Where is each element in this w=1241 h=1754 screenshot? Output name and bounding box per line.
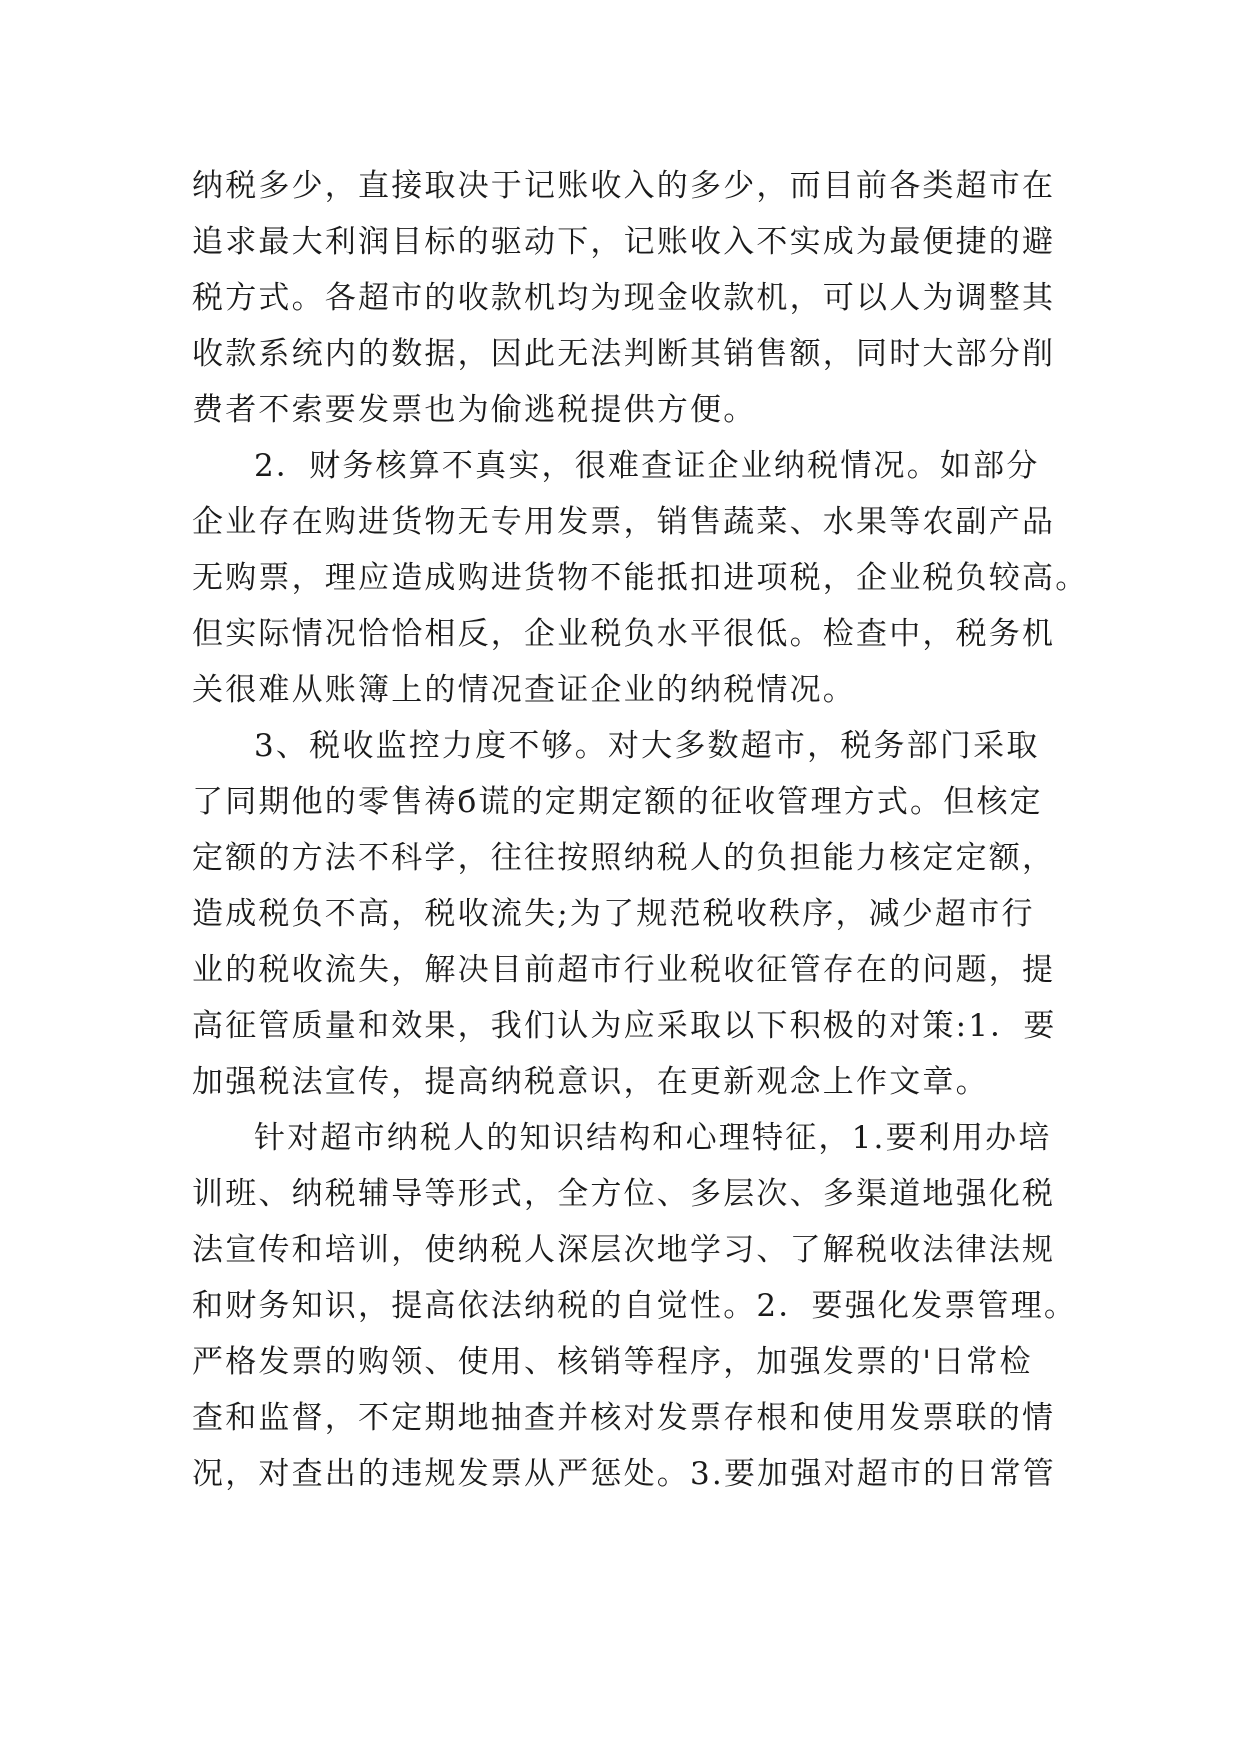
text-line: 造成税负不高，税收流失;为了规范税收秩序，减少超市行 [192, 896, 1035, 932]
text-line: 追求最大利润目标的驱动下，记账收入不实成为最便捷的避 [192, 224, 1056, 260]
text-line: 关很难从账簿上的情况查证企业的纳税情况。 [192, 672, 856, 708]
paragraph-3 [192, 718, 1060, 1110]
text-line: 3、税收监控力度不够。对大多数超市，税务部门采取 [254, 728, 1040, 764]
text-line: 无购票，理应造成购进货物不能抵扣进项税，企业税负较高。 [192, 560, 1089, 596]
text-line: 税方式。各超市的收款机均为现金收款机，可以人为调整其 [192, 280, 1056, 316]
text-line: 查和监督，不定期地抽查并核对发票存根和使用发票联的情 [192, 1400, 1056, 1436]
text-line: 了同期他的零售祷б谎的定期定额的征收管理方式。但核定 [192, 784, 1043, 820]
text-line: 收款系统内的数据，因此无法判断其销售额，同时大部分削 [192, 336, 1056, 372]
text-line: 加强税法宣传，提高纳税意识，在更新观念上作文章。 [192, 1064, 989, 1100]
paragraph-4 [192, 1110, 1078, 1502]
text-line: 训班、纳税辅导等形式，全方位、多层次、多渠道地强化税 [192, 1176, 1056, 1212]
paragraph-2 [192, 438, 1089, 718]
text-line: 定额的方法不科学，往往按照纳税人的负担能力核定定额， [192, 840, 1056, 876]
text-line: 高征管质量和效果，我们认为应采取以下积极的对策:1．要 [192, 1008, 1057, 1044]
text-line: 和财务知识，提高依法纳税的自觉性。2．要强化发票管理。 [192, 1288, 1078, 1324]
text-line: 法宣传和培训，使纳税人深层次地学习、了解税收法律法规 [192, 1232, 1056, 1268]
text-line: 严格发票的购领、使用、核销等程序，加强发票的'日常检 [192, 1344, 1033, 1380]
document-page [192, 158, 1089, 1502]
text-line: 针对超市纳税人的知识结构和心理特征，1.要利用办培 [254, 1120, 1052, 1156]
text-line: 但实际情况恰恰相反，企业税负水平很低。检查中，税务机 [192, 616, 1056, 652]
text-line: 2．财务核算不真实，很难查证企业纳税情况。如部分 [254, 448, 1040, 484]
text-line: 况，对查出的违规发票从严惩处。3.要加强对超市的日常管 [192, 1456, 1056, 1492]
text-line: 业的税收流失，解决目前超市行业税收征管存在的问题，提 [192, 952, 1056, 988]
text-line: 费者不索要发票也为偷逃税提供方便。 [192, 392, 757, 428]
text-line: 企业存在购进货物无专用发票，销售蔬菜、水果等农副产品 [192, 504, 1056, 540]
text-line: 纳税多少，直接取决于记账收入的多少，而目前各类超市在 [192, 168, 1056, 204]
paragraph-1 [192, 158, 1060, 438]
